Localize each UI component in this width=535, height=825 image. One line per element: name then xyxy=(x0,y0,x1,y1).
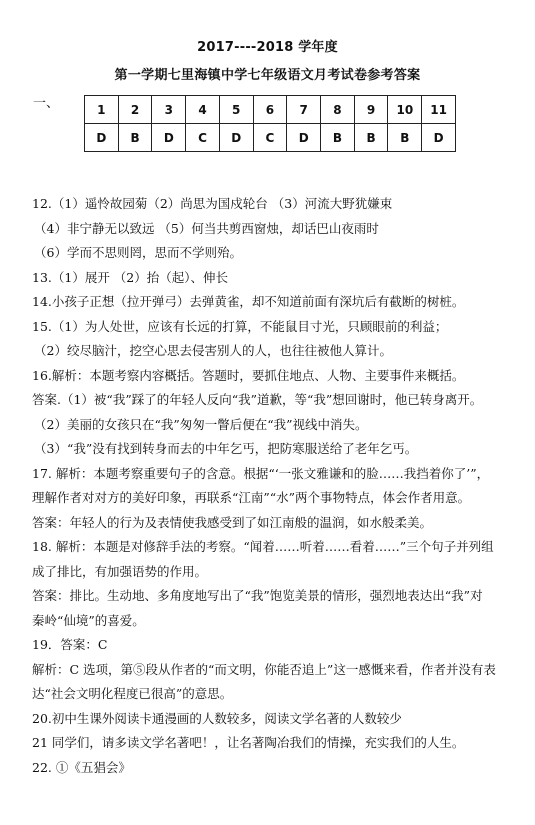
question-number-cell: 5 xyxy=(219,96,253,124)
question-number-cell: 6 xyxy=(253,96,287,124)
question-number-cell: 1 xyxy=(85,96,119,124)
answer-letter-cell: B xyxy=(321,124,355,152)
section-one-label: 一、 xyxy=(33,96,60,111)
answer-letter-cell: D xyxy=(287,124,321,152)
answer-letter-cell: D xyxy=(85,124,119,152)
question-number-row xyxy=(85,96,456,124)
answer-line: 12.（1）遥怜故园菊（2）尚思为国戍轮台 （3）河流大野犹嫌束 xyxy=(32,196,393,211)
question-number-cell: 2 xyxy=(118,96,152,124)
answer-line: 22. ①《五猖会》 xyxy=(32,759,131,775)
answer-letter-cell: D xyxy=(152,124,186,152)
answer-line: 答案.（1）被“我”踩了的年轻人反向“我”道歉，等“我”想回谢时，他已转身离开。 xyxy=(32,392,483,407)
answer-line: 14.小孩子正想（拉开弹弓）去弹黄雀，却不知道前面有深坑后有截断的树桩。 xyxy=(32,294,465,309)
question-number-cell: 3 xyxy=(152,96,186,124)
answer-line: 19．答案：C xyxy=(32,637,108,652)
answer-line: 成了排比，有加强语势的作用。 xyxy=(32,563,208,579)
question-number-cell: 9 xyxy=(354,96,388,124)
question-number-cell: 4 xyxy=(186,96,220,124)
answer-line: 16.解析：本题考察内容概括。答题时，要抓住地点、人物、主要事件来概括。 xyxy=(32,367,465,383)
question-number-cell: 11 xyxy=(422,96,456,124)
answer-line: 达“社会文明化程度已很高”的意思。 xyxy=(32,686,233,701)
answer-line: 21 同学们，请多读文学名著吧！，让名著陶冶我们的情操，充实我们的人生。 xyxy=(32,735,465,750)
answer-line: 答案：年轻人的行为及表情使我感受到了如江南般的温润，如水般柔美。 xyxy=(32,514,433,530)
multiple-choice-answer-table xyxy=(84,95,456,152)
answer-line: 17. 解析：本题考察重要句子的含意。根据“‘一张文雅谦和的脸……我挡着你了’”， xyxy=(32,465,490,481)
answer-line: 解析：C 选项，第⑤段从作者的“而文明，你能否追上”这一感慨来看，作者并没有表 xyxy=(32,661,496,677)
document-title-year: 2017----2018 学年度 xyxy=(197,40,338,55)
question-number-cell: 7 xyxy=(287,96,321,124)
answer-line: 20.初中生课外阅读卡通漫画的人数较多，阅读文学名著的人数较少 xyxy=(32,710,402,726)
answer-line: 理解作者对对方的美好印象，再联系“江南”“水”两个事物特点，体会作者用意。 xyxy=(32,490,471,505)
question-number-cell: 8 xyxy=(321,96,355,124)
answer-line: 秦岭“仙境”的喜爱。 xyxy=(32,612,145,628)
answer-line: 13.（1）展开 （2）抬（起）、伸长 xyxy=(32,269,229,285)
answer-text-body xyxy=(32,192,522,780)
document-title-main: 第一学期七里海镇中学七年级语文月考试卷参考答案 xyxy=(114,68,421,83)
answer-letter-cell: B xyxy=(118,124,152,152)
answer-letter-row xyxy=(85,124,456,152)
answer-line: （3）“我”没有找到转身而去的中年乞丐，把防寒服送给了老年乞丐。 xyxy=(34,441,418,456)
answer-letter-cell: D xyxy=(219,124,253,152)
answer-letter-cell: D xyxy=(422,124,456,152)
answer-line: （2）绞尽脑汁，挖空心思去侵害别人的人，也往往被他人算计。 xyxy=(34,343,392,358)
answer-line: 18. 解析：本题是对修辞手法的考察。“闻着……听着……看着……”三个句子并列组 xyxy=(32,539,494,554)
answer-line: （6）学而不思则罔，思而不学则殆。 xyxy=(34,245,242,260)
answer-line: （2）美丽的女孩只在“我”匆匆一瞥后便在“我”视线中消失。 xyxy=(34,416,368,432)
answer-letter-cell: B xyxy=(354,124,388,152)
answer-letter-cell: C xyxy=(186,124,220,152)
question-number-cell: 10 xyxy=(388,96,422,124)
answer-line: （4）非宁静无以致远 （5）何当共剪西窗烛，却话巴山夜雨时 xyxy=(34,220,379,236)
answer-line: 15.（1）为人处世，应该有长远的打算，不能鼠目寸光，只顾眼前的利益； xyxy=(32,318,448,334)
answer-letter-cell: C xyxy=(253,124,287,152)
answer-letter-cell: B xyxy=(388,124,422,152)
answer-line: 答案：排比。生动地、多角度地写出了“我”饱览美景的情形，强烈地表达出“我”对 xyxy=(32,588,483,603)
